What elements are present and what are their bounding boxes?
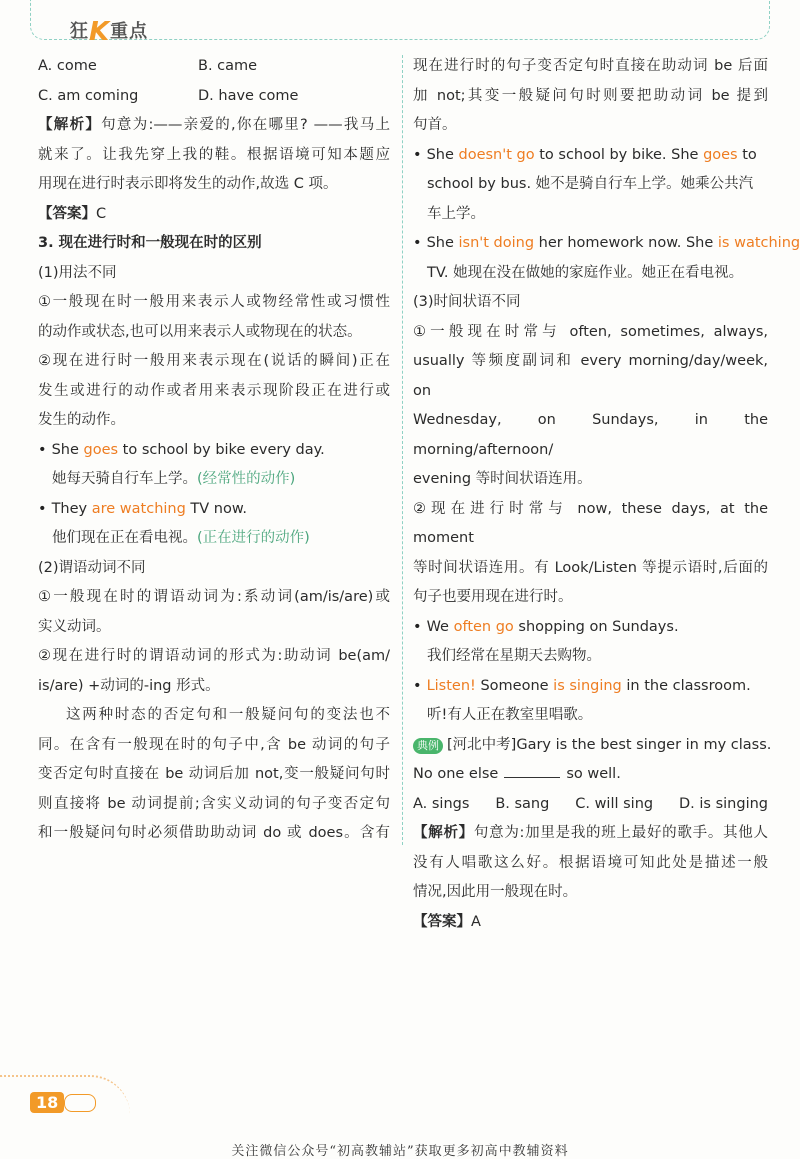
paragraph-line: 加 not;其变一般疑问句时则要把助动词 be 提到 bbox=[413, 87, 768, 104]
subsection-heading: (1)用法不同 bbox=[38, 264, 117, 281]
paragraph-line: 句首。 bbox=[413, 117, 457, 133]
paragraph-line: 同。在含有一般现在时的句子中,含 be 动词的句子 bbox=[38, 736, 390, 753]
answer-blank bbox=[504, 763, 560, 778]
paragraph-line: 和一般疑问句时必须借助助动词 do 或 does。含有 bbox=[38, 825, 390, 841]
section-heading: 3. 现在进行时和一般现在时的区别 bbox=[38, 235, 262, 251]
options-row bbox=[413, 790, 768, 820]
options-row bbox=[38, 52, 390, 82]
paragraph-line: evening 等时间状语连用。 bbox=[413, 471, 592, 487]
analysis-line: 【解析】句意为:加里是我的班上最好的歌手。其他人 bbox=[413, 825, 768, 841]
footer-note: 关注微信公众号“初高教辅站”获取更多初高中教辅资料 bbox=[231, 1144, 569, 1159]
subsection-heading: (3)时间状语不同 bbox=[413, 294, 521, 310]
paragraph-line: 实义动词。 bbox=[38, 618, 111, 635]
paragraph-line: 发生的动作。 bbox=[38, 412, 125, 428]
paragraph-line: 发生或进行的动作或者用来表示现阶段正在进行或 bbox=[38, 382, 390, 399]
example-translation: 听!有人正在教室里唱歌。 bbox=[427, 707, 593, 723]
example-translation: 车上学。 bbox=[427, 205, 485, 222]
page-number: 18 bbox=[30, 1092, 64, 1113]
paragraph-line: Wednesday, on Sundays, in the morning/afternoon/ bbox=[413, 412, 768, 458]
left-column bbox=[38, 52, 390, 849]
example-sentence: • She goes to school by bike every day. bbox=[38, 436, 390, 466]
analysis-line: 情况,因此用一般现在时。 bbox=[413, 884, 578, 900]
page-number-decoration bbox=[64, 1094, 96, 1112]
example-translation: 我们经常在星期天去购物。 bbox=[427, 648, 601, 664]
option-d: D. is singing bbox=[679, 795, 768, 812]
paragraph-line: 句子也要用现在进行时。 bbox=[413, 589, 573, 605]
example-translation: 他们现在正在看电视。(正在进行的动作) bbox=[52, 530, 310, 546]
answer-line: 【答案】C bbox=[38, 205, 107, 222]
paragraph-line: ②现在进行时常与 now, these days, at the moment bbox=[413, 500, 768, 546]
example-sentence: • We often go shopping on Sundays. bbox=[413, 613, 768, 643]
options-row bbox=[38, 82, 390, 112]
option-b: B. sang bbox=[495, 795, 550, 812]
question-line: 典例 [河北中考]Gary is the best singer in my class. bbox=[413, 731, 768, 761]
analysis-line: 用现在进行时表示即将发生的动作,故选 C 项。 bbox=[38, 176, 338, 192]
analysis-line: 【解析】句意为:——亲爱的,你在哪里? ——我马上 bbox=[38, 117, 390, 133]
example-sentence: • They are watching TV now. bbox=[38, 495, 390, 525]
paragraph-line: ②现在进行时的谓语动词的形式为:助动词 be(am/ bbox=[38, 648, 390, 664]
paragraph-line: ②现在进行时一般用来表示现在(说话的瞬间)正在 bbox=[38, 353, 390, 369]
example-sentence: • Listen! Someone is singing in the classroom. bbox=[413, 672, 768, 702]
paragraph-line: 这两种时态的否定句和一般疑问句的变法也不 bbox=[66, 707, 390, 723]
example-translation: 她每天骑自行车上学。(经常性的动作) bbox=[52, 471, 296, 487]
analysis-line: 就来了。让我先穿上我的鞋。根据语境可知本题应 bbox=[38, 146, 390, 163]
example-sentence: • She doesn't go to school by bike. She goes to bbox=[413, 141, 768, 171]
paragraph-line: ①一般现在时的谓语动词为:系动词(am/is/are)或 bbox=[38, 589, 390, 605]
paragraph-line: 则直接将 be 动词提前;含实义动词的句子变否定句 bbox=[38, 795, 390, 812]
example-translation: school by bus. 她不是骑自行车上学。她乘公共汽 bbox=[427, 176, 754, 192]
example-translation: TV. 她现在没在做她的家庭作业。她正在看电视。 bbox=[427, 264, 744, 281]
right-column bbox=[413, 52, 800, 937]
subsection-heading: (2)谓语动词不同 bbox=[38, 559, 146, 576]
paragraph-line: 变否定句时直接在 be 动词后加 not,变一般疑问句时 bbox=[38, 766, 390, 782]
option-c: C. will sing bbox=[575, 795, 654, 812]
analysis-line: 没有人唱歌这么好。根据语境可知此处是描述一般 bbox=[413, 854, 768, 871]
paragraph-line: 等时间状语连用。有 Look/Listen 等提示语时,后面的 bbox=[413, 559, 768, 576]
example-sentence: • She isn't doing her homework now. She is watching bbox=[413, 229, 768, 259]
option-b: B. came bbox=[198, 58, 258, 74]
option-a: A. come bbox=[38, 58, 97, 74]
paragraph-line: ①一般现在时一般用来表示人或物经常性或习惯性 bbox=[38, 294, 390, 310]
example-tag: 典例 bbox=[413, 738, 443, 754]
option-d: D. have come bbox=[198, 87, 299, 104]
paragraph-line: usually 等频度副词和 every morning/day/week, on bbox=[413, 353, 768, 399]
column-divider bbox=[402, 55, 403, 845]
option-a: A. sings bbox=[413, 795, 470, 812]
brand-logo: 狂K重点 bbox=[70, 17, 149, 47]
answer-line: 【答案】A bbox=[413, 913, 481, 930]
paragraph-line: ①一般现在时常与 often, sometimes, always, bbox=[413, 323, 768, 340]
paragraph-line: is/are) +动词的-ing 形式。 bbox=[38, 677, 220, 694]
question-line: No one else so well. bbox=[413, 760, 768, 790]
option-c: C. am coming bbox=[38, 87, 139, 104]
paragraph-line: 现在进行时的句子变否定句时直接在助动词 be 后面 bbox=[413, 58, 768, 74]
paragraph-line: 的动作或状态,也可以用来表示人或物现在的状态。 bbox=[38, 323, 362, 340]
